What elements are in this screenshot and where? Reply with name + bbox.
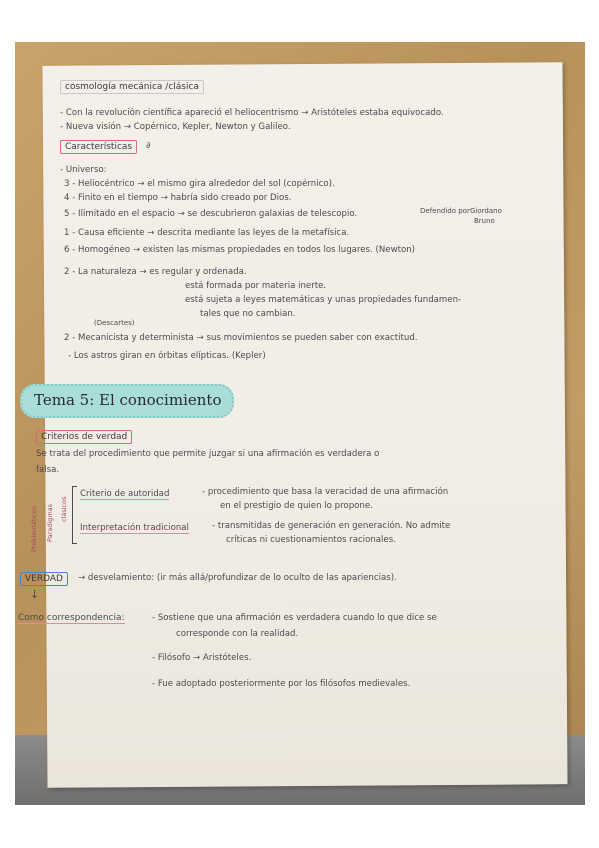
autoridad-line-2: en el prestigio de quien lo propone. <box>220 501 373 511</box>
caracteristicas-label: Características <box>60 140 137 154</box>
criterios-label: Criterios de verdad <box>36 430 132 444</box>
filosofo-item: - Filósofo → Aristóteles. <box>152 653 252 663</box>
list-item: 1 - Causa eficiente → descrita mediante las leyes de la metafísica. <box>64 228 350 238</box>
tema-title: Tema 5: El conocimiento <box>34 391 222 409</box>
list-item: 2 - La naturaleza → es regular y ordenada. <box>64 267 247 277</box>
sub-item: está formada por materia inerte. <box>185 281 327 291</box>
arrow-down-icon: ↓ <box>30 588 40 601</box>
list-item: 5 - Ilimitado en el espacio → se descubrieron galaxias de telescopio. <box>64 209 358 219</box>
sub-item: tales que no cambian. <box>200 309 296 319</box>
side-tag-clasicos: clásicos <box>60 496 68 522</box>
list-item: 3 - Heliocéntrico → el mismo gira alrededor del sol (copérnico). <box>64 179 335 189</box>
sub-item: está sujeta a leyes matemáticas y unas propiedades fundamen- <box>185 295 462 305</box>
intro-line-1: - Con la revolución científica apareció el heliocentrismo → Aristóteles estaba equivocado. <box>60 108 444 118</box>
tradicion-line-2: críticas ni cuestionamientos racionales. <box>226 535 396 545</box>
tema-title-box <box>20 384 234 418</box>
list-item: 6 - Homogéneo → existen las mismas propiedades en todos los lugares. (Newton) <box>64 245 416 255</box>
side-tag-problematicos: Problemáticos <box>30 506 38 552</box>
autoridad-label: Criterio de autoridad <box>80 489 170 499</box>
correspondencia-line-1: - Sostiene que una afirmación es verdadera cuando lo que dice se <box>152 613 437 623</box>
criterios-def-line-1: Se trata del procedimiento que permite juzgar si una afirmación es verdadera o <box>36 449 380 459</box>
criterios-brace <box>72 486 77 544</box>
autoridad-line-1: - procedimiento que basa la veracidad de una afirmación <box>202 487 449 497</box>
verdad-label: VERDAD <box>20 572 68 586</box>
criterios-def-line-2: falsa. <box>36 465 60 475</box>
astros-item: - Los astros giran en órbitas elípticas. (Kepler) <box>68 351 266 361</box>
page-title: cosmología mecánica /clásica <box>60 80 204 94</box>
bruno: Bruno <box>474 217 495 225</box>
tradicion-line-1: - transmitidas de generación en generación. No admite <box>212 521 451 531</box>
defendido-por: Defendido por <box>420 207 470 215</box>
photo-background <box>15 42 585 805</box>
medievales-item: - Fue adoptado posteriormente por los filósofos medievales. <box>152 679 411 689</box>
giordano: Giordano <box>470 207 502 215</box>
correspondencia-line-2: corresponde con la realidad. <box>176 629 299 639</box>
verdad-def: → desvelamiento: (ir más allá/profundizar de lo oculto de las apariencias). <box>78 573 397 583</box>
tradicion-label: Interpretación tradicional <box>80 523 189 533</box>
descartes-note: (Descartes) <box>94 319 135 327</box>
universo-label: - Universo: <box>60 165 107 175</box>
list-item: 4 - Finito en el tiempo → habría sido creado por Dios. <box>64 193 292 203</box>
correspondencia-label: Como correspondencia: <box>18 613 125 623</box>
mecanicista-item: 2 - Mecanicista y determinista → sus movimientos se pueden saber con exactitud. <box>64 333 418 343</box>
side-tag-paradigmas: Paradigmas <box>46 503 54 542</box>
intro-line-2: - Nueva visión → Copérnico, Kepler, Newton y Galileo. <box>60 122 291 132</box>
caracteristicas-marker: ∂ <box>146 141 151 151</box>
